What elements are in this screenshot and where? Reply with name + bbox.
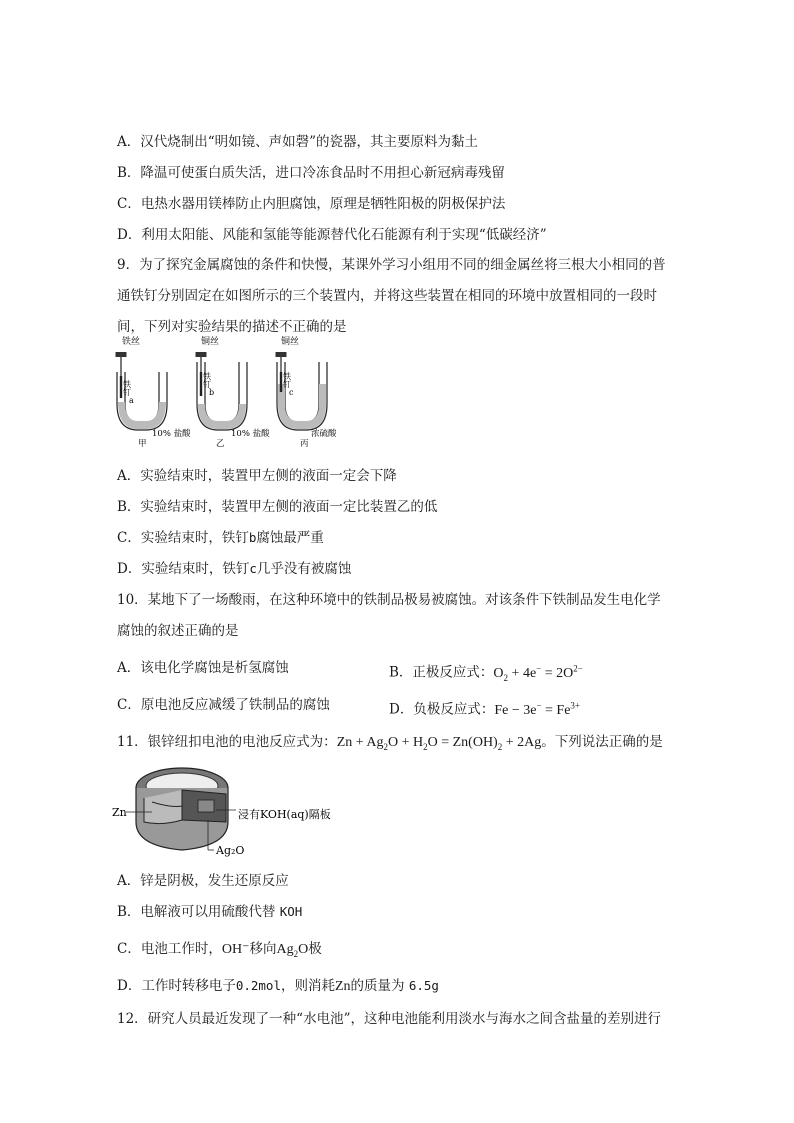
liquid-label-jia: 10% 盐酸 [152,429,191,439]
q12-stem-line1: 12．研究人员最近发现了一种“水电池”，这种电池能利用淡水与海水之间含盐量的差别进行 [117,1011,661,1027]
zn-label: Zn [112,806,127,819]
apparatus-label-jia: 甲 [138,439,147,448]
q11-stem: 11．银锌纽扣电池的电池反应式为：$Zn + Ag_2O + H_2O = Zn(OH)_2 + 2Ag$。下列说法正确的是 [117,734,663,752]
q9-option-b: B．实验结束时，装置甲左侧的液面一定比装置乙的低 [117,499,438,515]
q10-option-b: B．正极反应式：$O_2 + 4e^- = 2O^{2-}$ [389,663,583,683]
nail-letter-b: b [209,388,215,397]
nail-label-yi: 铁钉 [202,372,212,388]
anode-equation: $Fe - 3e^- = Fe^{3+}$ [494,700,580,718]
q8-option-b: B．降温可使蛋白质失活，进口冷冻食品时不用担心新冠病毒残留 [117,165,505,181]
q10-stem-line2: 腐蚀的叙述正确的是 [117,623,239,639]
cathode-equation: $O_2 + 4e^- = 2O^{2-}$ [493,663,583,683]
wire-label-yi: 铜丝 [201,337,220,347]
u-tube-apparatus-yi [196,352,248,430]
button-battery-cutaway [136,768,228,850]
q11-figure-button-battery [112,760,352,860]
q10-option-a: A．该电化学腐蚀是析氢腐蚀 [117,660,289,676]
q9-figure-u-tubes [112,332,368,448]
nail-letter-a: a [129,396,134,405]
wire-label-jia: 铁丝 [122,337,141,347]
apparatus-label-yi: 乙 [216,439,225,448]
q8-option-c: C．电热水器用镁棒防止内胆腐蚀，原理是牺牲阳极的阴极保护法 [117,196,506,212]
q9-stem-line3: 间，下列对实验结果的描述不正确的是 [117,319,347,335]
q11-option-d: D．工作时转移电子0.2mol，则消耗Zn的质量为 6.5g [117,978,439,994]
q11-option-c: C．电池工作时，OH⁻移向$Ag_2O$极 [117,941,322,959]
q11-option-b: B．电解液可以用硫酸代替 KOH [117,904,303,920]
q9-option-d: D．实验结束时，铁钉c几乎没有被腐蚀 [117,561,352,577]
ag2o-label: Ag₂O [216,844,245,857]
q9-option-c: C．实验结束时，铁钉b腐蚀最严重 [117,530,324,546]
ag2o-formula: $Ag_2O$ [276,942,309,959]
q9-option-a: A．实验结束时，装置甲左侧的液面一定会下降 [117,468,397,484]
liquid-label-bing: 浓硫酸 [311,429,337,439]
battery-reaction-equation: $Zn + Ag_2O + H_2O = Zn(OH)_2 + 2Ag$ [336,735,542,752]
q11-option-a: A．锌是阴极，发生还原反应 [117,873,289,889]
nail-label-bing: 铁钉 [282,372,292,388]
q10-option-c: C．原电池反应减缓了铁制品的腐蚀 [117,697,330,713]
q9-stem-line1: 9．为了探究金属腐蚀的条件和快慢，某课外学习小组用不同的细金属丝将三根大小相同的普 [117,257,666,273]
nail-label-jia: 铁钉 [122,380,132,396]
q10-stem-line1: 10．某地下了一场酸雨，在这种环境中的铁制品极易被腐蚀。对该条件下铁制品发生电化学 [117,592,661,608]
q10-option-d: D．负极反应式：$Fe - 3e^- = Fe^{3+}$ [389,700,580,718]
q9-stem-line2: 通铁钉分别固定在如图所示的三个装置内，并将这些装置在相同的环境中放置相同的一段时 [117,288,657,304]
u-tube-apparatus-bing [276,352,328,430]
wire-label-bing: 铜丝 [281,337,300,347]
apparatus-label-bing: 丙 [300,439,309,448]
liquid-label-yi: 10% 盐酸 [231,429,270,439]
q8-option-a: A．汉代烧制出“明如镜、声如磬”的瓷器，其主要原料为黏土 [117,134,479,150]
q8-option-d: D．利用太阳能、风能和氢能等能源替代化石能源有利于实现“低碳经济” [117,227,547,243]
separator-label: 浸有KOH(aq)隔板 [238,808,331,821]
nail-letter-c: c [289,388,294,397]
